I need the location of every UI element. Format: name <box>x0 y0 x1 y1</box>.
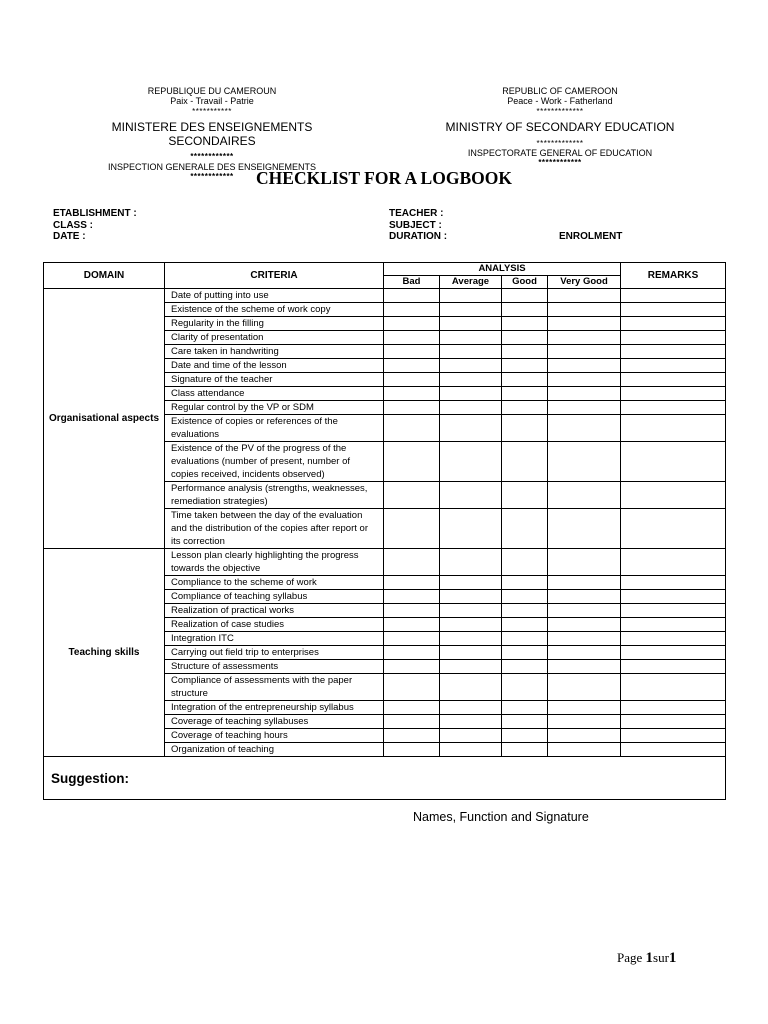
average-cell[interactable] <box>440 509 502 549</box>
very-good-cell[interactable] <box>548 632 621 646</box>
very-good-cell[interactable] <box>548 646 621 660</box>
remarks-cell[interactable] <box>621 373 726 387</box>
document-title: CHECKLIST FOR A LOGBOOK <box>256 168 512 188</box>
average-cell[interactable] <box>440 632 502 646</box>
criteria-cell: Coverage of teaching hours <box>165 729 384 743</box>
average-cell[interactable] <box>440 549 502 576</box>
good-cell[interactable] <box>502 646 548 660</box>
inspection-en: INSPECTORATE GENERAL OF EDUCATION <box>467 147 653 158</box>
separator-stars: ************ <box>538 158 582 168</box>
info-right <box>389 208 447 243</box>
average-cell[interactable] <box>440 317 502 331</box>
average-cell[interactable] <box>440 646 502 660</box>
establishment-label: ETABLISHMENT : <box>53 208 137 219</box>
average-cell[interactable] <box>440 359 502 373</box>
very-good-cell[interactable] <box>548 317 621 331</box>
average-cell[interactable] <box>440 401 502 415</box>
remarks-cell[interactable] <box>621 549 726 576</box>
very-good-cell[interactable] <box>548 345 621 359</box>
good-cell[interactable] <box>502 373 548 387</box>
good-cell[interactable] <box>502 401 548 415</box>
average-cell[interactable] <box>440 743 502 757</box>
remarks-cell[interactable] <box>621 345 726 359</box>
criteria-cell: Existence of the scheme of work copy <box>165 303 384 317</box>
table-row <box>44 549 726 576</box>
criteria-cell: Signature of the teacher <box>165 373 384 387</box>
very-good-cell[interactable] <box>548 509 621 549</box>
average-cell[interactable] <box>440 289 502 303</box>
very-good-cell[interactable] <box>548 415 621 442</box>
average-cell[interactable] <box>440 373 502 387</box>
bad-cell[interactable] <box>384 549 440 576</box>
bad-cell[interactable] <box>384 331 440 345</box>
good-cell[interactable] <box>502 303 548 317</box>
criteria-cell: Existence of the PV of the progress of the evaluations (number of present, number of copies received, incidents observed) <box>165 442 384 482</box>
bad-cell[interactable] <box>384 701 440 715</box>
date-label: DATE : <box>53 231 86 242</box>
enrolment-label: ENROLMENT <box>559 231 623 242</box>
bad-cell[interactable] <box>384 373 440 387</box>
remarks-cell[interactable] <box>621 590 726 604</box>
analysis-header: ANALYSIS <box>384 263 621 276</box>
good-cell[interactable] <box>502 604 548 618</box>
criteria-cell: Integration ITC <box>165 632 384 646</box>
very-good-cell[interactable] <box>548 303 621 317</box>
criteria-cell: Performance analysis (strengths, weaknesses, remediation strategies) <box>165 482 384 509</box>
bad-cell[interactable] <box>384 743 440 757</box>
criteria-cell: Date and time of the lesson <box>165 359 384 373</box>
criteria-header: CRITERIA <box>165 263 384 289</box>
good-cell[interactable] <box>502 674 548 701</box>
bad-cell[interactable] <box>384 632 440 646</box>
criteria-cell: Clarity of presentation <box>165 331 384 345</box>
bad-cell[interactable] <box>384 604 440 618</box>
criteria-cell: Existence of copies or references of the evaluations <box>165 415 384 442</box>
average-cell[interactable] <box>440 415 502 442</box>
remarks-cell[interactable] <box>621 317 726 331</box>
remarks-cell[interactable] <box>621 660 726 674</box>
bad-cell[interactable] <box>384 289 440 303</box>
very-good-cell[interactable] <box>548 373 621 387</box>
suggestion-label: Suggestion: <box>44 757 726 800</box>
subject-label: SUBJECT : <box>389 219 442 231</box>
very-good-header: Very Good <box>548 276 621 289</box>
average-cell[interactable] <box>440 674 502 701</box>
bad-cell[interactable] <box>384 345 440 359</box>
ministry-fr: MINISTERE DES ENSEIGNEMENTS SECONDAIRES <box>111 119 313 148</box>
remarks-cell[interactable] <box>621 387 726 401</box>
remarks-cell[interactable] <box>621 289 726 303</box>
republic-en: REPUBLIC OF CAMEROON <box>502 86 618 96</box>
good-cell[interactable] <box>502 660 548 674</box>
criteria-cell: Class attendance <box>165 387 384 401</box>
criteria-cell: Organization of teaching <box>165 743 384 757</box>
remarks-cell[interactable] <box>621 509 726 549</box>
very-good-cell[interactable] <box>548 482 621 509</box>
good-cell[interactable] <box>502 359 548 373</box>
average-cell[interactable] <box>440 482 502 509</box>
very-good-cell[interactable] <box>548 549 621 576</box>
inspection-fr: INSPECTION GENERALE DES ENSEIGNEMENTS <box>107 161 317 172</box>
bad-cell[interactable] <box>384 660 440 674</box>
separator-stars: ************ <box>190 172 234 181</box>
header-right <box>420 86 700 167</box>
checklist-body <box>44 289 726 757</box>
very-good-cell[interactable] <box>548 729 621 743</box>
separator-stars: ************* <box>536 106 584 116</box>
page-total: 1 <box>668 950 677 966</box>
criteria-cell: Coverage of teaching syllabuses <box>165 715 384 729</box>
criteria-cell: Care taken in handwriting <box>165 345 384 359</box>
bad-cell[interactable] <box>384 646 440 660</box>
bad-cell[interactable] <box>384 576 440 590</box>
separator-stars: ************ <box>190 152 234 162</box>
remarks-header: REMARKS <box>621 263 726 289</box>
very-good-cell[interactable] <box>548 743 621 757</box>
remarks-cell[interactable] <box>621 415 726 442</box>
bad-cell[interactable] <box>384 359 440 373</box>
good-cell[interactable] <box>502 729 548 743</box>
criteria-cell: Realization of case studies <box>165 618 384 632</box>
criteria-cell: Date of putting into use <box>165 289 384 303</box>
remarks-cell[interactable] <box>621 359 726 373</box>
good-cell[interactable] <box>502 289 548 303</box>
bad-cell[interactable] <box>384 482 440 509</box>
domain-header: DOMAIN <box>44 263 165 289</box>
very-good-cell[interactable] <box>548 442 621 482</box>
bad-cell[interactable] <box>384 509 440 549</box>
criteria-cell: Regular control by the VP or SDM <box>165 401 384 415</box>
average-cell[interactable] <box>440 701 502 715</box>
very-good-cell[interactable] <box>548 401 621 415</box>
class-label: CLASS : <box>53 219 93 231</box>
bad-cell[interactable] <box>384 442 440 482</box>
remarks-cell[interactable] <box>621 401 726 415</box>
bad-cell[interactable] <box>384 729 440 743</box>
criteria-cell: Time taken between the day of the evaluation and the distribution of the copies after report or its correction <box>165 509 384 549</box>
very-good-cell[interactable] <box>548 618 621 632</box>
good-cell[interactable] <box>502 509 548 549</box>
good-cell[interactable] <box>502 345 548 359</box>
average-cell[interactable] <box>440 331 502 345</box>
average-cell[interactable] <box>440 576 502 590</box>
page-prefix: Page <box>617 950 646 965</box>
very-good-cell[interactable] <box>548 359 621 373</box>
good-cell[interactable] <box>502 590 548 604</box>
very-good-cell[interactable] <box>548 289 621 303</box>
domain-cell: Organisational aspects <box>44 289 165 549</box>
very-good-cell[interactable] <box>548 576 621 590</box>
criteria-cell: Compliance to the scheme of work <box>165 576 384 590</box>
remarks-cell[interactable] <box>621 442 726 482</box>
remarks-cell[interactable] <box>621 303 726 317</box>
domain-cell: Teaching skills <box>44 549 165 757</box>
separator-stars: ************* <box>536 138 584 148</box>
good-cell[interactable] <box>502 743 548 757</box>
good-cell[interactable] <box>502 715 548 729</box>
very-good-cell[interactable] <box>548 701 621 715</box>
good-header: Good <box>502 276 548 289</box>
criteria-cell: Regularity in the filling <box>165 317 384 331</box>
average-cell[interactable] <box>440 715 502 729</box>
average-cell[interactable] <box>440 618 502 632</box>
criteria-cell: Integration of the entrepreneurship syllabus <box>165 701 384 715</box>
remarks-cell[interactable] <box>621 632 726 646</box>
good-cell[interactable] <box>502 442 548 482</box>
bad-cell[interactable] <box>384 715 440 729</box>
bad-cell[interactable] <box>384 415 440 442</box>
criteria-cell: Compliance of teaching syllabus <box>165 590 384 604</box>
very-good-cell[interactable] <box>548 590 621 604</box>
very-good-cell[interactable] <box>548 660 621 674</box>
criteria-cell: Realization of practical works <box>165 604 384 618</box>
remarks-cell[interactable] <box>621 715 726 729</box>
average-cell[interactable] <box>440 729 502 743</box>
average-cell[interactable] <box>440 442 502 482</box>
average-cell[interactable] <box>440 660 502 674</box>
good-cell[interactable] <box>502 576 548 590</box>
remarks-cell[interactable] <box>621 482 726 509</box>
good-cell[interactable] <box>502 632 548 646</box>
bad-header: Bad <box>384 276 440 289</box>
remarks-cell[interactable] <box>621 674 726 701</box>
very-good-cell[interactable] <box>548 715 621 729</box>
info-left <box>53 208 137 243</box>
good-cell[interactable] <box>502 701 548 715</box>
bad-cell[interactable] <box>384 387 440 401</box>
bad-cell[interactable] <box>384 618 440 632</box>
checklist-table <box>43 262 726 800</box>
duration-label: DURATION : <box>389 231 448 242</box>
motto-fr: Paix - Travail - Patrie <box>170 96 254 107</box>
good-cell[interactable] <box>502 387 548 401</box>
average-cell[interactable] <box>440 303 502 317</box>
separator-stars: *********** <box>192 106 232 116</box>
average-cell[interactable] <box>440 387 502 401</box>
bad-cell[interactable] <box>384 303 440 317</box>
good-cell[interactable] <box>502 331 548 345</box>
remarks-cell[interactable] <box>621 646 726 660</box>
remarks-cell[interactable] <box>621 701 726 715</box>
very-good-cell[interactable] <box>548 604 621 618</box>
remarks-cell[interactable] <box>621 729 726 743</box>
bad-cell[interactable] <box>384 674 440 701</box>
bad-cell[interactable] <box>384 401 440 415</box>
criteria-cell: Compliance of assessments with the paper structure <box>165 674 384 701</box>
average-header: Average <box>440 276 502 289</box>
bad-cell[interactable] <box>384 317 440 331</box>
average-cell[interactable] <box>440 345 502 359</box>
page-current: 1 <box>645 950 654 966</box>
good-cell[interactable] <box>502 618 548 632</box>
ministry-en: MINISTRY OF SECONDARY EDUCATION <box>445 119 675 134</box>
good-cell[interactable] <box>502 415 548 442</box>
teacher-label: TEACHER : <box>389 208 444 219</box>
remarks-cell[interactable] <box>621 743 726 757</box>
table-row <box>44 289 726 303</box>
remarks-cell[interactable] <box>621 331 726 345</box>
bad-cell[interactable] <box>384 590 440 604</box>
criteria-cell: Structure of assessments <box>165 660 384 674</box>
average-cell[interactable] <box>440 590 502 604</box>
very-good-cell[interactable] <box>548 387 621 401</box>
page-number <box>617 950 676 967</box>
criteria-cell: Lesson plan clearly highlighting the progress towards the objective <box>165 549 384 576</box>
remarks-cell[interactable] <box>621 618 726 632</box>
good-cell[interactable] <box>502 317 548 331</box>
good-cell[interactable] <box>502 549 548 576</box>
signature-line: Names, Function and Signature <box>413 810 589 824</box>
remarks-cell[interactable] <box>621 604 726 618</box>
page-sep: sur <box>653 950 669 965</box>
republic-fr: REPUBLIQUE DU CAMEROUN <box>147 86 277 96</box>
motto-en: Peace - Work - Fatherland <box>507 96 613 107</box>
very-good-cell[interactable] <box>548 674 621 701</box>
average-cell[interactable] <box>440 604 502 618</box>
header-left <box>72 86 352 181</box>
very-good-cell[interactable] <box>548 331 621 345</box>
good-cell[interactable] <box>502 482 548 509</box>
remarks-cell[interactable] <box>621 576 726 590</box>
criteria-cell: Carrying out field trip to enterprises <box>165 646 384 660</box>
